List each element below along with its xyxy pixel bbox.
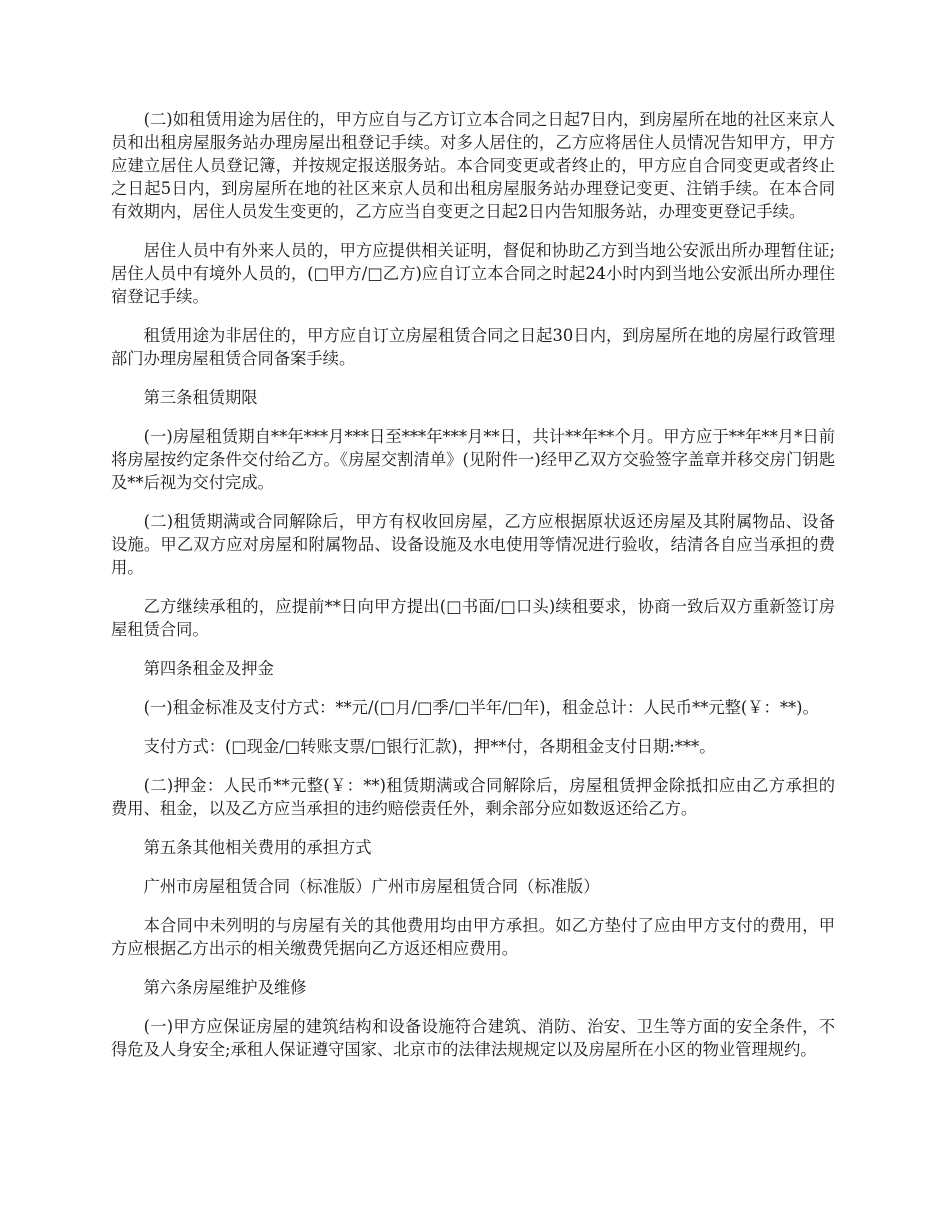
document-page [111, 108, 835, 1077]
paragraph-maintenance: (一)甲方应保证房屋的建筑结构和设备设施符合建筑、消防、治安、卫生等方面的安全条件，不得危及人身安全;承租人保证遵守国家、北京市的法律法规规定以及房屋所在小区的物业管理规约。 [111, 1017, 835, 1059]
paragraph-payment-method: 支付方式：(□现金/□转账支票/□银行汇款)，押**付，各期租金支付日期:***。 [143, 737, 716, 756]
paragraph-lease-expiry: (二)租赁期满或合同解除后，甲方有权收回房屋，乙方应根据原状返还房屋及其附属物品、设备设施。甲乙双方应对房屋和附属物品、设备设施及水电使用等情况进行验收，结清各自应当承担的费用。 [111, 512, 835, 577]
article-4-heading: 第四条租金及押金 [143, 659, 274, 678]
article-6-heading: 第六条房屋维护及维修 [143, 978, 307, 997]
article-3-heading: 第三条租赁期限 [143, 388, 258, 407]
paragraph-foreign-residents: 居住人员中有外来人员的，甲方应提供相关证明，督促和协助乙方到当地公安派出所办理暂住证;居住人员中有境外人员的，(□甲方/□乙方)应自订立本合同之时起24小时内到当地公安派出所办理住宿登记手续。 [111, 241, 835, 306]
paragraph-deposit: (二)押金：人民币**元整(￥：**)租赁期满或合同解除后，房屋租赁押金除抵扣应由乙方承担的费用、租金，以及乙方应当承担的违约赔偿责任外，剩余部分应如数返还给乙方。 [111, 776, 835, 818]
paragraph-residential-registration: (二)如租赁用途为居住的，甲方应自与乙方订立本合同之日起7日内，到房屋所在地的社区来京人员和出租房屋服务站办理房屋出租登记手续。对多人居住的，乙方应将居住人员情况告知甲方，甲方应建立居住人员登记簿，并按规定报送服务站。本合同变更或者终止的，甲方应自合同变更或者终止之日起5日内，到房屋所在地的社区来京人员和出租房屋服务站办理登记变更、注销手续。在本合同有效期内，居住人员发生变更的，乙方应当自变更之日起2日内告知服务站，办理变更登记手续。 [111, 110, 835, 221]
document-title-line: 广州市房屋租赁合同（标准版）广州市房屋租赁合同（标准版） [143, 877, 600, 896]
paragraph-other-fees: 本合同中未列明的与房屋有关的其他费用均由甲方承担。如乙方垫付了应由甲方支付的费用，甲方应根据乙方出示的相关缴费凭据向乙方返还相应费用。 [111, 916, 835, 958]
paragraph-rent-standard: (一)租金标准及支付方式：**元/(□月/□季/□半年/□年)，租金总计：人民币**元整(￥：**)。 [143, 698, 819, 717]
paragraph-renewal: 乙方继续承租的，应提前**日向甲方提出(□书面/□口头)续租要求，协商一致后双方重新签订房屋租赁合同。 [111, 597, 835, 639]
paragraph-lease-term: (一)房屋租赁期自**年***月***日至***年***月**日，共计**年**个月。甲方应于**年**月*日前将房屋按约定条件交付给乙方。《房屋交割清单》(见附件一)经甲乙双方交验签字盖章并移交房门钥匙及**后视为交付完成。 [111, 427, 835, 492]
article-5-heading: 第五条其他相关费用的承担方式 [143, 838, 372, 857]
paragraph-non-residential: 租赁用途为非居住的，甲方应自订立房屋租赁合同之日起30日内，到房屋所在地的房屋行政管理部门办理房屋租赁合同备案手续。 [111, 326, 835, 368]
